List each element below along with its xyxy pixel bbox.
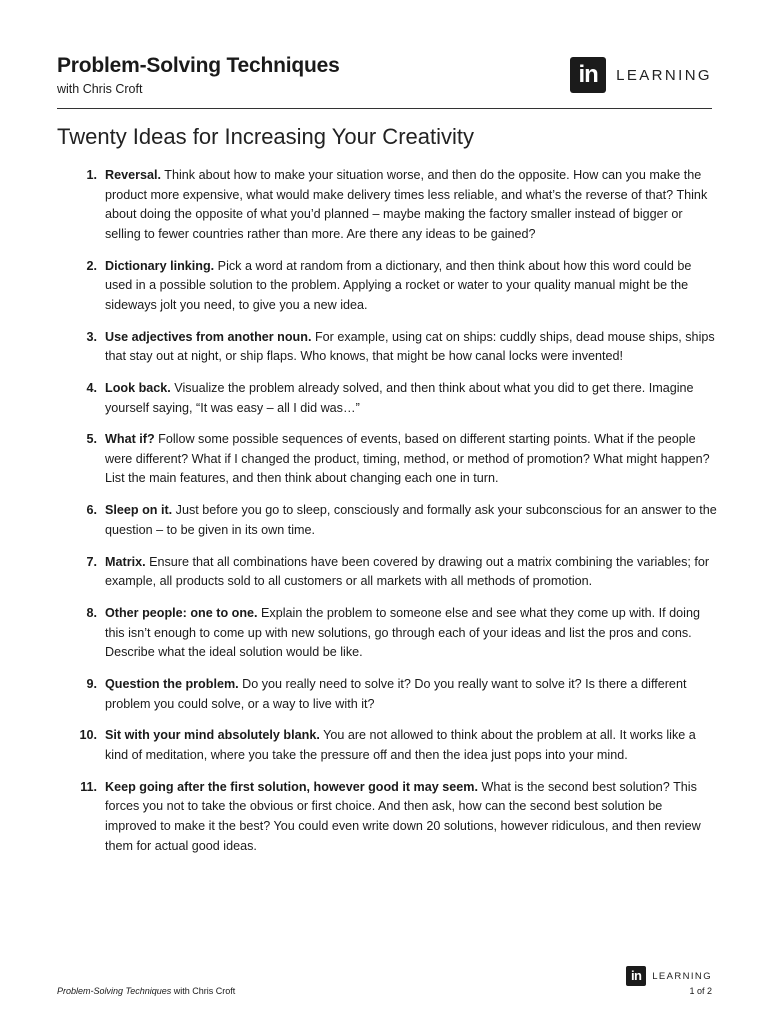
item-number: 6. xyxy=(86,503,97,518)
list-item xyxy=(57,553,717,592)
item-number: 4. xyxy=(86,380,97,395)
item-number: 7. xyxy=(86,554,97,569)
list-item xyxy=(57,726,717,765)
item-term: Look back. xyxy=(105,380,171,395)
item-text: Ensure that all combinations have been covered by drawing out a matrix combining the variables; for example, all products sold to all customers or all markets with all methods of promotion. xyxy=(105,554,710,589)
item-term: Sit with your mind absolutely blank. xyxy=(105,728,320,743)
page-number: 1 of 2 xyxy=(689,986,712,996)
course-title: Problem-Solving Techniques xyxy=(57,54,340,77)
course-author: with Chris Croft xyxy=(57,82,143,96)
list-item xyxy=(57,257,717,316)
linkedin-learning-brand xyxy=(570,57,712,93)
list-item xyxy=(57,604,717,663)
footer-linkedin-logo-icon: in xyxy=(626,966,646,986)
item-term: Other people: one to one. xyxy=(105,606,258,620)
list-item xyxy=(57,675,717,714)
footer-course-credit xyxy=(57,986,235,996)
item-number: 2. xyxy=(86,258,97,273)
item-text: You are not allowed to think about the problem at all. It works like a kind of meditation, where you take the pressure off and then the idea just pops into your mind. xyxy=(105,728,696,762)
brand-text: LEARNING xyxy=(616,66,712,84)
item-term: Matrix. xyxy=(105,554,146,569)
list-item xyxy=(57,328,717,367)
list-item xyxy=(57,379,717,418)
ideas-list xyxy=(57,166,717,868)
item-text: Think about how to make your situation worse, and then do the opposite. How can you make the product more expensive, what would make delivery times less reliable, and what’s the reverse of that? Think about doing the opposite of what you’d planned – maybe making the factory smaller instead of bigger or selling to fewer countries rather than more. Are there any ideas to be gained? xyxy=(105,168,708,241)
item-number: 8. xyxy=(86,606,97,620)
page-header xyxy=(57,54,712,109)
item-term: Dictionary linking. xyxy=(105,258,215,273)
linkedin-logo-icon: in xyxy=(570,57,606,93)
footer-brand xyxy=(626,966,712,986)
item-number: 10. xyxy=(79,728,97,743)
document-heading: Twenty Ideas for Increasing Your Creativity xyxy=(57,124,474,149)
item-number: 9. xyxy=(86,676,97,691)
footer-course-title: Problem-Solving Techniques xyxy=(57,986,172,996)
footer-author: with Chris Croft xyxy=(171,986,236,996)
item-term: Keep going after the first solution, however good it may seem. xyxy=(105,779,478,794)
item-number: 1. xyxy=(86,168,97,182)
item-text: Visualize the problem already solved, and then think about what you did to get there. Imagine yourself saying, “It was easy – all I did was…” xyxy=(105,380,694,415)
item-text: Pick a word at random from a dictionary, and then think about how this word could be used in a possible solution to the problem. Applying a rocket or water to your quality manual might be the sideways jolt you need, to give you a new idea. xyxy=(105,258,692,312)
item-term: Use adjectives from another noun. xyxy=(105,329,312,344)
footer-brand-text: LEARNING xyxy=(652,970,712,982)
item-text: Explain the problem to someone else and see what they come up with. If doing this isn’t enough to come up with new solutions, go through each of your ideas and list the pros and cons. Describe what the ideal solution would be like. xyxy=(105,606,700,660)
list-item xyxy=(57,430,717,489)
item-text: Do you really need to solve it? Do you really want to solve it? Is there a different problem you could solve, or a way to live with it? xyxy=(105,676,687,711)
item-term: Reversal. xyxy=(105,168,162,182)
item-number: 11. xyxy=(80,779,97,794)
item-text: For example, using cat on ships: cuddly ships, dead mouse ships, ships that stay out at night, or ship flaps. Who knows, that might be how canal locks were invented! xyxy=(105,329,715,364)
item-term: Question the problem. xyxy=(105,676,239,691)
item-number: 5. xyxy=(86,432,97,447)
list-item xyxy=(57,501,717,540)
item-term: What if? xyxy=(105,432,155,447)
item-number: 3. xyxy=(86,329,97,344)
list-item xyxy=(57,778,717,856)
item-text: What is the second best solution? This forces you not to take the obvious or first choice. And then ask, how can the second best solution be improved to make it the best? You could even write down 20 solutions, however ridiculous, and then review them for actual good ideas. xyxy=(105,779,701,853)
list-item xyxy=(57,166,717,244)
item-text: Follow some possible sequences of events, based on different starting points. What if the people were different? What if I changed the product, timing, method, or method of promotion? What might happen? List the main features, and then think about changing each one in turn. xyxy=(105,432,710,486)
item-term: Sleep on it. xyxy=(105,503,173,518)
item-text: Just before you go to sleep, consciously and formally ask your subconscious for an answer to the question – to be given in its own time. xyxy=(105,503,717,537)
